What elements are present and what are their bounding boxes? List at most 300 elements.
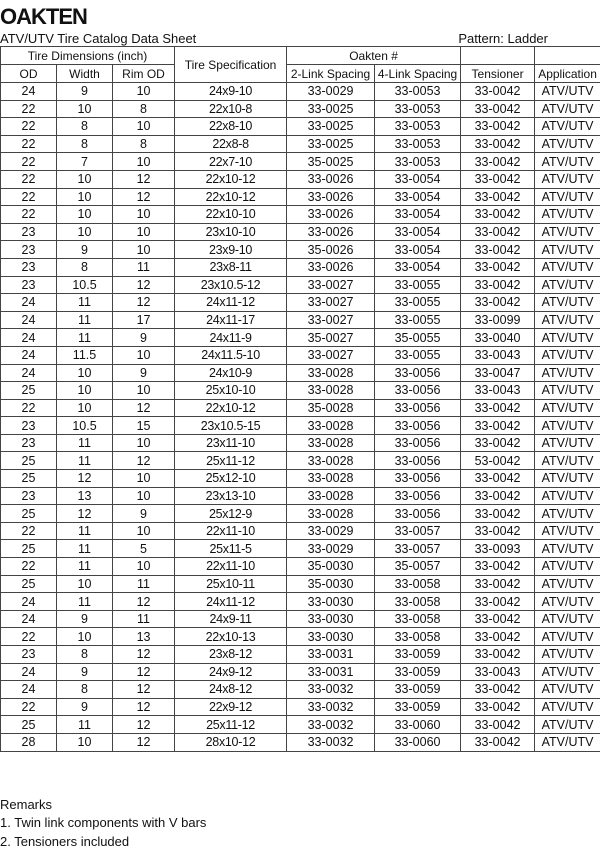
cell-4-link: 33-0054 — [375, 241, 461, 259]
cell-application: ATV/UTV — [535, 522, 600, 540]
cell-spec: 25x12-10 — [175, 470, 287, 488]
cell-2-link: 33-0030 — [287, 593, 375, 611]
cell-width: 11 — [57, 294, 113, 312]
cell-spec: 23x10.5-15 — [175, 417, 287, 435]
cell-spec: 23x9-10 — [175, 241, 287, 259]
cell-tensioner: 33-0042 — [461, 153, 535, 171]
cell-2-link: 33-0029 — [287, 83, 375, 101]
cell-width: 8 — [57, 646, 113, 664]
cell-width: 10 — [57, 628, 113, 646]
table-row — [1, 276, 600, 294]
cell-2-link: 33-0029 — [287, 522, 375, 540]
cell-application: ATV/UTV — [535, 540, 600, 558]
cell-tensioner: 33-0042 — [461, 241, 535, 259]
cell-4-link: 33-0055 — [375, 276, 461, 294]
header-width: Width — [57, 65, 113, 83]
cell-application: ATV/UTV — [535, 470, 600, 488]
cell-rim-od: 15 — [113, 417, 175, 435]
cell-tensioner: 33-0042 — [461, 681, 535, 699]
header-rim-od: Rim OD — [113, 65, 175, 83]
cell-width: 7 — [57, 153, 113, 171]
cell-application: ATV/UTV — [535, 593, 600, 611]
remark-item: 1. Twin link components with V bars — [0, 815, 207, 830]
cell-od: 24 — [1, 311, 57, 329]
cell-2-link: 33-0027 — [287, 294, 375, 312]
cell-2-link: 33-0025 — [287, 100, 375, 118]
cell-width: 10 — [57, 188, 113, 206]
table-row — [1, 575, 600, 593]
cell-rim-od: 12 — [113, 733, 175, 751]
cell-width: 10 — [57, 575, 113, 593]
cell-rim-od: 10 — [113, 522, 175, 540]
cell-od: 25 — [1, 505, 57, 523]
cell-width: 11 — [57, 558, 113, 576]
cell-od: 23 — [1, 646, 57, 664]
cell-width: 11 — [57, 716, 113, 734]
cell-tensioner: 33-0043 — [461, 382, 535, 400]
table-row — [1, 487, 600, 505]
cell-2-link: 33-0026 — [287, 258, 375, 276]
cell-4-link: 33-0056 — [375, 505, 461, 523]
cell-spec: 28x10-12 — [175, 733, 287, 751]
cell-rim-od: 12 — [113, 646, 175, 664]
cell-application: ATV/UTV — [535, 100, 600, 118]
cell-2-link: 33-0028 — [287, 417, 375, 435]
cell-4-link: 33-0056 — [375, 487, 461, 505]
cell-tensioner: 33-0042 — [461, 434, 535, 452]
cell-width: 11.5 — [57, 346, 113, 364]
cell-od: 25 — [1, 382, 57, 400]
cell-rim-od: 10 — [113, 382, 175, 400]
cell-od: 23 — [1, 276, 57, 294]
table-row — [1, 311, 600, 329]
cell-4-link: 33-0055 — [375, 294, 461, 312]
cell-application: ATV/UTV — [535, 558, 600, 576]
cell-4-link: 33-0056 — [375, 434, 461, 452]
table-row — [1, 241, 600, 259]
cell-od: 22 — [1, 153, 57, 171]
cell-width: 10 — [57, 170, 113, 188]
cell-rim-od: 10 — [113, 434, 175, 452]
cell-width: 11 — [57, 452, 113, 470]
cell-od: 24 — [1, 610, 57, 628]
cell-tensioner: 33-0042 — [461, 487, 535, 505]
cell-4-link: 33-0053 — [375, 135, 461, 153]
table-row — [1, 522, 600, 540]
cell-4-link: 33-0060 — [375, 733, 461, 751]
cell-rim-od: 10 — [113, 241, 175, 259]
cell-od: 22 — [1, 628, 57, 646]
cell-application: ATV/UTV — [535, 382, 600, 400]
cell-tensioner: 33-0042 — [461, 522, 535, 540]
cell-rim-od: 10 — [113, 83, 175, 101]
cell-od: 25 — [1, 452, 57, 470]
cell-tensioner: 33-0042 — [461, 276, 535, 294]
cell-width: 10 — [57, 100, 113, 118]
cell-width: 8 — [57, 258, 113, 276]
cell-rim-od: 11 — [113, 610, 175, 628]
table-row — [1, 540, 600, 558]
table-row — [1, 417, 600, 435]
cell-od: 25 — [1, 540, 57, 558]
cell-od: 23 — [1, 487, 57, 505]
cell-width: 10 — [57, 733, 113, 751]
cell-2-link: 33-0032 — [287, 716, 375, 734]
cell-rim-od: 12 — [113, 698, 175, 716]
cell-od: 24 — [1, 364, 57, 382]
cell-od: 22 — [1, 100, 57, 118]
cell-tensioner: 33-0042 — [461, 698, 535, 716]
cell-spec: 24x8-12 — [175, 681, 287, 699]
cell-tensioner: 33-0093 — [461, 540, 535, 558]
cell-od: 22 — [1, 399, 57, 417]
cell-2-link: 35-0025 — [287, 153, 375, 171]
table-row — [1, 294, 600, 312]
cell-2-link: 33-0027 — [287, 346, 375, 364]
cell-rim-od: 12 — [113, 170, 175, 188]
cell-4-link: 33-0056 — [375, 452, 461, 470]
cell-tensioner: 33-0042 — [461, 223, 535, 241]
cell-od: 25 — [1, 575, 57, 593]
table-row — [1, 258, 600, 276]
cell-od: 24 — [1, 346, 57, 364]
cell-rim-od: 9 — [113, 329, 175, 347]
cell-od: 23 — [1, 241, 57, 259]
cell-width: 10 — [57, 399, 113, 417]
cell-spec: 22x10-12 — [175, 188, 287, 206]
cell-tensioner: 33-0042 — [461, 646, 535, 664]
cell-od: 24 — [1, 329, 57, 347]
cell-application: ATV/UTV — [535, 681, 600, 699]
cell-tensioner: 33-0043 — [461, 663, 535, 681]
table-row — [1, 716, 600, 734]
cell-spec: 24x10-9 — [175, 364, 287, 382]
cell-application: ATV/UTV — [535, 663, 600, 681]
cell-2-link: 33-0026 — [287, 223, 375, 241]
cell-4-link: 33-0053 — [375, 153, 461, 171]
cell-application: ATV/UTV — [535, 716, 600, 734]
cell-spec: 22x7-10 — [175, 153, 287, 171]
cell-2-link: 33-0028 — [287, 382, 375, 400]
cell-tensioner: 33-0042 — [461, 258, 535, 276]
cell-spec: 24x11-9 — [175, 329, 287, 347]
cell-od: 24 — [1, 663, 57, 681]
header-blank-1 — [461, 47, 535, 65]
cell-application: ATV/UTV — [535, 505, 600, 523]
cell-width: 10 — [57, 364, 113, 382]
cell-2-link: 33-0031 — [287, 646, 375, 664]
cell-application: ATV/UTV — [535, 417, 600, 435]
cell-rim-od: 17 — [113, 311, 175, 329]
table-row — [1, 558, 600, 576]
cell-2-link: 33-0028 — [287, 364, 375, 382]
cell-4-link: 33-0057 — [375, 522, 461, 540]
cell-rim-od: 10 — [113, 153, 175, 171]
table-row — [1, 628, 600, 646]
cell-od: 23 — [1, 223, 57, 241]
cell-rim-od: 10 — [113, 470, 175, 488]
cell-tensioner: 33-0043 — [461, 346, 535, 364]
cell-2-link: 33-0027 — [287, 276, 375, 294]
cell-tensioner: 33-0042 — [461, 399, 535, 417]
cell-spec: 23x10-10 — [175, 223, 287, 241]
cell-tensioner: 33-0042 — [461, 135, 535, 153]
cell-od: 22 — [1, 558, 57, 576]
cell-tensioner: 33-0047 — [461, 364, 535, 382]
cell-application: ATV/UTV — [535, 311, 600, 329]
header-oakten-number: Oakten # — [287, 47, 461, 65]
cell-4-link: 33-0053 — [375, 100, 461, 118]
cell-4-link: 33-0054 — [375, 223, 461, 241]
cell-tensioner: 33-0042 — [461, 170, 535, 188]
cell-width: 9 — [57, 698, 113, 716]
cell-rim-od: 12 — [113, 663, 175, 681]
header-application: Application — [535, 65, 600, 83]
cell-4-link: 33-0053 — [375, 118, 461, 136]
cell-spec: 24x9-10 — [175, 83, 287, 101]
cell-2-link: 33-0032 — [287, 698, 375, 716]
cell-4-link: 33-0058 — [375, 575, 461, 593]
cell-spec: 24x9-11 — [175, 610, 287, 628]
table-row — [1, 434, 600, 452]
cell-4-link: 33-0054 — [375, 258, 461, 276]
table-row — [1, 346, 600, 364]
table-row — [1, 83, 600, 101]
cell-width: 10 — [57, 223, 113, 241]
cell-4-link: 33-0058 — [375, 593, 461, 611]
cell-rim-od: 12 — [113, 188, 175, 206]
cell-tensioner: 33-0040 — [461, 329, 535, 347]
table-row — [1, 188, 600, 206]
table-row — [1, 329, 600, 347]
cell-spec: 22x10-12 — [175, 399, 287, 417]
cell-4-link: 33-0056 — [375, 364, 461, 382]
cell-od: 25 — [1, 716, 57, 734]
cell-width: 11 — [57, 434, 113, 452]
cell-spec: 22x10-13 — [175, 628, 287, 646]
table-row — [1, 733, 600, 751]
cell-2-link: 33-0032 — [287, 681, 375, 699]
cell-spec: 23x11-10 — [175, 434, 287, 452]
table-row — [1, 681, 600, 699]
cell-2-link: 35-0026 — [287, 241, 375, 259]
cell-tensioner: 33-0042 — [461, 100, 535, 118]
table-row — [1, 206, 600, 224]
cell-4-link: 33-0059 — [375, 698, 461, 716]
cell-4-link: 33-0056 — [375, 382, 461, 400]
cell-spec: 23x8-12 — [175, 646, 287, 664]
cell-application: ATV/UTV — [535, 575, 600, 593]
cell-4-link: 35-0057 — [375, 558, 461, 576]
cell-rim-od: 12 — [113, 716, 175, 734]
cell-application: ATV/UTV — [535, 329, 600, 347]
cell-application: ATV/UTV — [535, 487, 600, 505]
cell-od: 23 — [1, 417, 57, 435]
cell-spec: 25x10-11 — [175, 575, 287, 593]
cell-2-link: 33-0026 — [287, 188, 375, 206]
table-row — [1, 382, 600, 400]
cell-od: 28 — [1, 733, 57, 751]
cell-tensioner: 33-0042 — [461, 610, 535, 628]
cell-application: ATV/UTV — [535, 452, 600, 470]
table-row — [1, 118, 600, 136]
cell-rim-od: 10 — [113, 346, 175, 364]
table-row — [1, 100, 600, 118]
cell-application: ATV/UTV — [535, 83, 600, 101]
cell-4-link: 33-0055 — [375, 346, 461, 364]
cell-rim-od: 12 — [113, 593, 175, 611]
cell-application: ATV/UTV — [535, 346, 600, 364]
table-row — [1, 663, 600, 681]
cell-2-link: 33-0028 — [287, 505, 375, 523]
cell-2-link: 33-0025 — [287, 135, 375, 153]
cell-spec: 22x10-12 — [175, 170, 287, 188]
cell-rim-od: 10 — [113, 118, 175, 136]
cell-application: ATV/UTV — [535, 399, 600, 417]
cell-2-link: 35-0028 — [287, 399, 375, 417]
cell-4-link: 33-0060 — [375, 716, 461, 734]
cell-application: ATV/UTV — [535, 135, 600, 153]
cell-4-link: 33-0059 — [375, 646, 461, 664]
cell-tensioner: 33-0042 — [461, 188, 535, 206]
cell-width: 8 — [57, 681, 113, 699]
cell-2-link: 33-0030 — [287, 628, 375, 646]
cell-rim-od: 12 — [113, 294, 175, 312]
cell-4-link: 33-0054 — [375, 170, 461, 188]
cell-od: 24 — [1, 681, 57, 699]
cell-rim-od: 10 — [113, 558, 175, 576]
cell-width: 9 — [57, 241, 113, 259]
cell-spec: 24x11.5-10 — [175, 346, 287, 364]
cell-2-link: 33-0027 — [287, 311, 375, 329]
cell-2-link: 33-0026 — [287, 206, 375, 224]
cell-4-link: 33-0058 — [375, 628, 461, 646]
cell-width: 8 — [57, 135, 113, 153]
cell-2-link: 33-0026 — [287, 170, 375, 188]
cell-width: 11 — [57, 311, 113, 329]
table-row — [1, 135, 600, 153]
cell-spec: 24x9-12 — [175, 663, 287, 681]
cell-spec: 24x11-12 — [175, 593, 287, 611]
cell-od: 22 — [1, 698, 57, 716]
cell-application: ATV/UTV — [535, 170, 600, 188]
table-body — [1, 83, 600, 752]
cell-spec: 23x13-10 — [175, 487, 287, 505]
cell-width: 10.5 — [57, 276, 113, 294]
cell-4-link: 33-0059 — [375, 681, 461, 699]
cell-spec: 23x10.5-12 — [175, 276, 287, 294]
table-row — [1, 593, 600, 611]
cell-width: 11 — [57, 522, 113, 540]
cell-width: 9 — [57, 663, 113, 681]
cell-4-link: 33-0054 — [375, 206, 461, 224]
cell-od: 25 — [1, 470, 57, 488]
cell-od: 22 — [1, 135, 57, 153]
cell-application: ATV/UTV — [535, 646, 600, 664]
cell-application: ATV/UTV — [535, 153, 600, 171]
cell-rim-od: 9 — [113, 364, 175, 382]
cell-rim-od: 13 — [113, 628, 175, 646]
cell-tensioner: 53-0042 — [461, 452, 535, 470]
cell-rim-od: 10 — [113, 206, 175, 224]
cell-spec: 22x8-10 — [175, 118, 287, 136]
cell-od: 22 — [1, 188, 57, 206]
table-row — [1, 646, 600, 664]
cell-2-link: 35-0030 — [287, 575, 375, 593]
cell-application: ATV/UTV — [535, 223, 600, 241]
cell-od: 23 — [1, 434, 57, 452]
cell-4-link: 33-0057 — [375, 540, 461, 558]
table-row — [1, 364, 600, 382]
cell-rim-od: 11 — [113, 258, 175, 276]
pattern-label: Pattern: Ladder — [458, 31, 548, 46]
cell-application: ATV/UTV — [535, 698, 600, 716]
cell-rim-od: 10 — [113, 487, 175, 505]
cell-spec: 22x11-10 — [175, 522, 287, 540]
cell-tensioner: 33-0042 — [461, 118, 535, 136]
cell-rim-od: 8 — [113, 135, 175, 153]
cell-width: 8 — [57, 118, 113, 136]
cell-width: 11 — [57, 329, 113, 347]
header-4-link-spacing: 4-Link Spacing — [375, 65, 461, 83]
cell-tensioner: 33-0042 — [461, 83, 535, 101]
cell-rim-od: 12 — [113, 452, 175, 470]
cell-application: ATV/UTV — [535, 434, 600, 452]
cell-rim-od: 12 — [113, 276, 175, 294]
cell-od: 24 — [1, 593, 57, 611]
cell-spec: 25x11-12 — [175, 452, 287, 470]
cell-width: 10 — [57, 206, 113, 224]
cell-spec: 24x11-12 — [175, 294, 287, 312]
cell-od: 22 — [1, 118, 57, 136]
cell-width: 9 — [57, 610, 113, 628]
cell-od: 22 — [1, 170, 57, 188]
cell-2-link: 33-0028 — [287, 452, 375, 470]
header-tensioner: Tensioner — [461, 65, 535, 83]
cell-rim-od: 8 — [113, 100, 175, 118]
table-row — [1, 505, 600, 523]
cell-tensioner: 33-0042 — [461, 628, 535, 646]
cell-rim-od: 10 — [113, 223, 175, 241]
table-row — [1, 223, 600, 241]
cell-rim-od: 5 — [113, 540, 175, 558]
cell-od: 24 — [1, 294, 57, 312]
table-row — [1, 452, 600, 470]
cell-4-link: 35-0055 — [375, 329, 461, 347]
cell-rim-od: 11 — [113, 575, 175, 593]
cell-application: ATV/UTV — [535, 628, 600, 646]
cell-spec: 25x12-9 — [175, 505, 287, 523]
cell-tensioner: 33-0042 — [461, 417, 535, 435]
cell-application: ATV/UTV — [535, 241, 600, 259]
cell-2-link: 33-0032 — [287, 733, 375, 751]
cell-2-link: 33-0030 — [287, 610, 375, 628]
cell-2-link: 33-0031 — [287, 663, 375, 681]
cell-2-link: 35-0030 — [287, 558, 375, 576]
cell-width: 11 — [57, 593, 113, 611]
cell-2-link: 33-0028 — [287, 434, 375, 452]
cell-4-link: 33-0056 — [375, 470, 461, 488]
header-tire-specification: Tire Specification — [175, 47, 287, 83]
cell-od: 24 — [1, 83, 57, 101]
cell-width: 10.5 — [57, 417, 113, 435]
cell-width: 10 — [57, 382, 113, 400]
cell-tensioner: 33-0042 — [461, 294, 535, 312]
table-row — [1, 698, 600, 716]
cell-spec: 22x10-8 — [175, 100, 287, 118]
tire-data-table — [0, 46, 600, 752]
cell-2-link: 33-0028 — [287, 470, 375, 488]
